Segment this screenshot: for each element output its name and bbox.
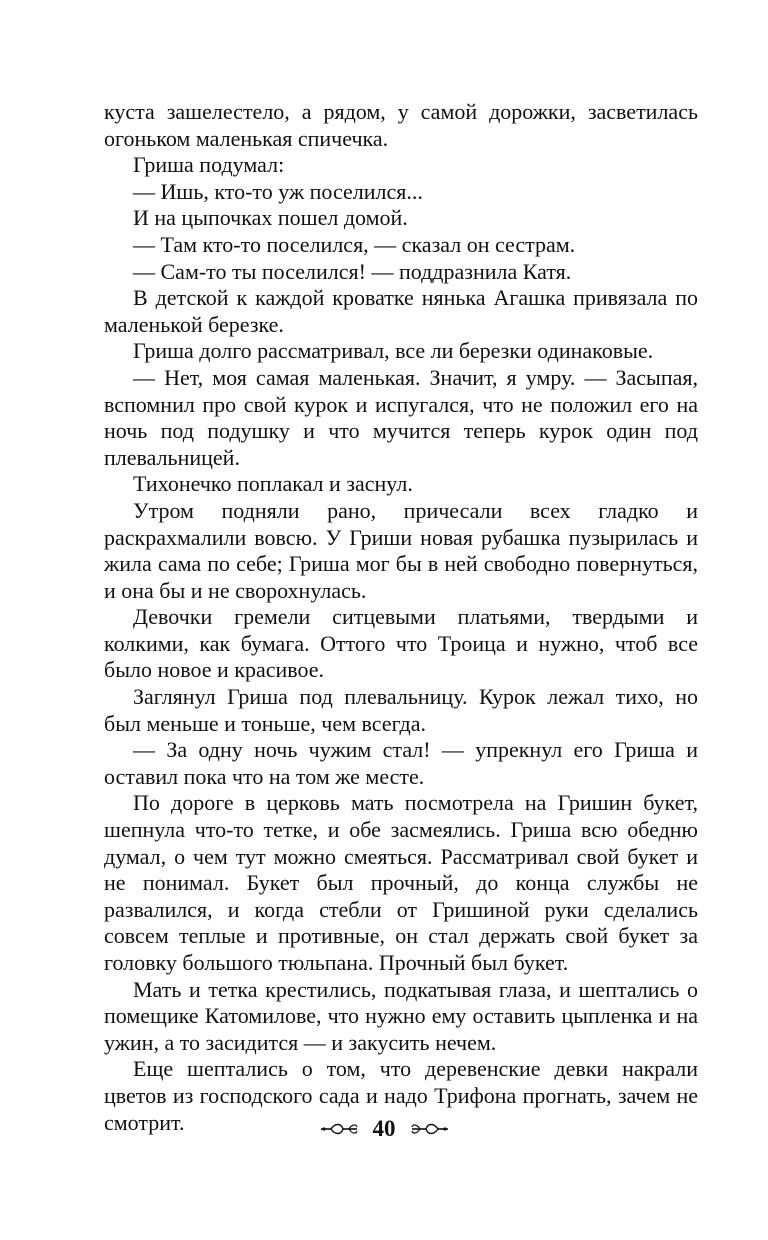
page-body-text: [104, 99, 698, 1136]
paragraph: — Там кто-то поселился, — сказал он сестрам.: [133, 231, 576, 257]
paragraph: — Сам-то ты поселился! — поддразнила Катя.: [133, 258, 572, 284]
paragraph: Тихонечко поплакал и заснул.: [133, 471, 413, 497]
page-footer: [0, 1116, 768, 1142]
paragraph: Мать и тетка крестились, подкатывая глаза, и шептались о помещике Катомилове, что нужно ему оставить цыпленка и на ужин, а то засидится — и закусить нечем.: [104, 976, 698, 1055]
paragraph: Утром подняли рано, причесали всех гладко и раскрахмалили вовсю. У Гриши новая рубашка пузырилась и жила сама по себе; Гриша мог бы в ней свободно повернуться, и она бы и не сворохнулась.: [104, 497, 698, 603]
paragraph: По дороге в церковь мать посмотрела на Гришин букет, шепнула что-то тетке, и обе засмеялись. Гриша всю обедню думал, о чем тут можно смеяться. Рассматривал свой букет и не понимал. Букет был прочный, до конца службы не развалился, и когда стебли от Гришиной руки сделались совсем теплые и противные, он стал держать свой букет за головку большого тюльпана. Прочный был букет.: [104, 790, 698, 975]
paragraph: Девочки гремели ситцевыми платьями, твердыми и колкими, как бумага. Оттого что Троица и нужно, чтоб все было новое и красивое.: [104, 604, 698, 683]
paragraph: Еще шептались о том, что деревенские девки накрали цветов из господского сада и надо Трифона прогнать, зачем не смотрит.: [104, 1056, 698, 1135]
paragraph: И на цыпочках пошел домой.: [133, 205, 408, 231]
left-flourish-ornament-icon: [319, 1121, 359, 1137]
paragraph: — Нет, моя самая маленькая. Значит, я умру. — Засыпая, вспомнил про свой курок и испугался, что не положил его на ночь под подушку и что мучится теперь курок один под плевальницей.: [104, 364, 698, 470]
paragraph: Гриша долго рассматривал, все ли березки одинаковые.: [133, 338, 654, 364]
paragraph: Гриша подумал:: [133, 152, 285, 178]
paragraph: куста зашелестело, а рядом, у самой дорожки, засветилась огоньком маленькая спичечка.: [104, 99, 698, 151]
page-number: 40: [372, 1116, 396, 1141]
paragraph: В детской к каждой кроватке нянька Агашка привязала по маленькой березке.: [104, 285, 698, 337]
right-flourish-ornament-icon: [410, 1121, 450, 1137]
paragraph: — За одну ночь чужим стал! — упрекнул его Гриша и оставил пока что на том же месте.: [104, 737, 698, 789]
paragraph: — Ишь, кто-то уж поселился...: [133, 178, 423, 204]
paragraph: Заглянул Гриша под плевальницу. Курок лежал тихо, но был меньше и тоньше, чем всегда.: [104, 684, 698, 736]
